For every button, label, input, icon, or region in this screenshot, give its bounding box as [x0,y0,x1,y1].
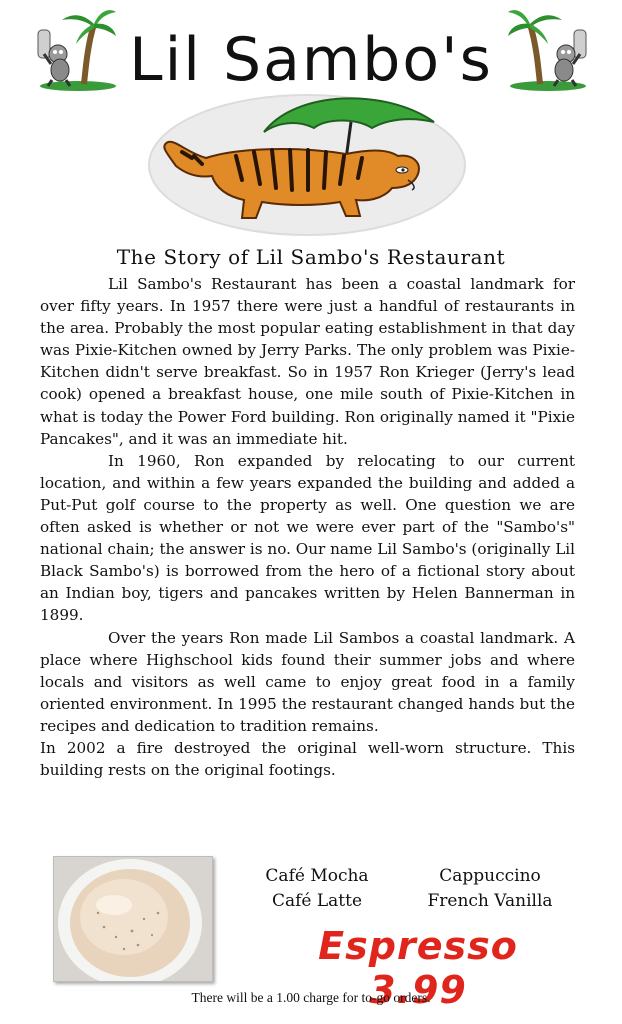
story-paragraph: In 2002 a fire destroyed the original well-worn structure. This building rests on the original footings. [40,738,575,780]
story-heading: The Story of Lil Sambo's Restaurant [116,245,506,269]
tiger-umbrella-logo [146,92,468,238]
espresso-price: Espresso 3.99 [318,924,518,1012]
restaurant-title: Lil Sambo's [129,25,493,95]
menu-item: Cappuccino [439,866,541,886]
story-paragraph: In 1960, Ron expanded by relocating to our current location, and within a few years expanded the building and added a Put-Put golf course to the property as well. One question we are often asked is whether or not we were ever part of the "Sambo's" national chain; the answer is no. Our name Lil Sambo's (originally Lil Black Sambo's) is borrowed from the hero of a fictional story about an Indian boy, tigers and pancakes written by Helen Bannerman in 1899. [40,451,575,625]
to-go-charge-note: There will be a 1.00 charge for to-go orders. [191,990,431,1005]
menu-column [410,864,570,914]
menu-item: French Vanilla [427,891,553,911]
header [0,6,622,96]
story-paragraph: Over the years Ron made Lil Sambos a coastal landmark. A place where Highschool kids found their summer jobs and where locals and visitors as well came to enjoy great food in a family oriented environment. In 1995 the restaurant changed hands but the recipes and dedication to tradition remains. [40,628,575,735]
menu-column [252,864,382,914]
story-paragraph: Lil Sambo's Restaurant has been a coastal landmark for over fifty years. In 1957 there were just a handful of restaurants in the area. Probably the most popular eating establishment in that day was Pixie-Kitchen owned by Jerry Parks. The only problem was Pixie-Kitchen didn't serve breakfast. So in 1957 Ron Krieger (Jerry's lead cook) opened a breakfast house, one mile south of Pixie-Kitchen in what is today the Power Ford building. Ron originally named it "Pixie Pancakes", and it was an immediate hit. [40,275,575,448]
coffee-photo [53,856,213,982]
coffee-cup-image [54,857,212,981]
menu-item: Café Latte [271,891,363,911]
menu-item: Café Mocha [265,866,369,886]
story-body [40,273,575,781]
palm-tree-monkey-icon [508,6,590,92]
